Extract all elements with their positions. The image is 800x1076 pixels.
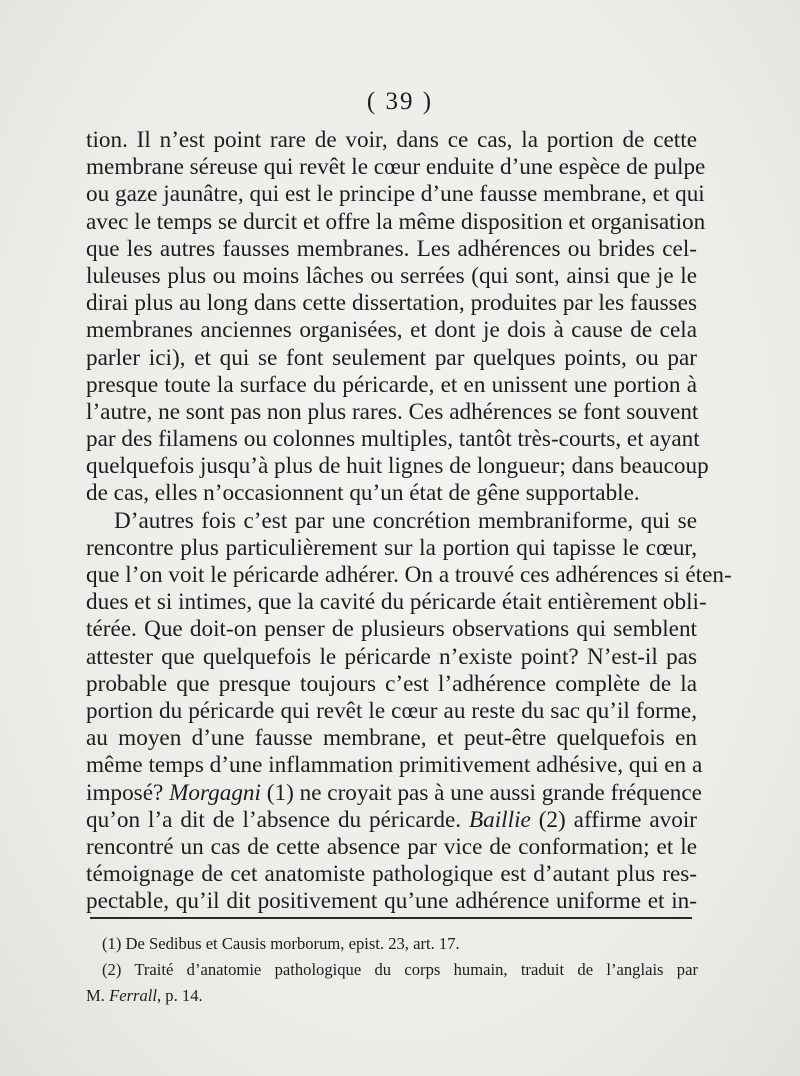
text-line: luleuses plus ou moins lâches ou serrées (qui sont, ainsi que je le: [86, 262, 697, 289]
text-line: rencontre plus particulièrement sur la portion qui tapisse le cœur,: [86, 534, 697, 561]
text-segment: (2) affirme avoir: [530, 806, 697, 833]
text-segment: (1) ne croyait pas à une aussi grande fréquence: [260, 779, 702, 806]
text-line: quelquefois jusqu’à plus de huit lignes de longueur; dans beaucoup: [86, 453, 709, 480]
text-line: que les autres fausses membranes. Les adhérences ou brides cel-: [86, 235, 697, 262]
text-line: [86, 779, 702, 807]
text-line: par des filamens ou colonnes multiples, tantôt très-courts, et ayant: [86, 426, 700, 453]
text-line: témoignage de cet anatomiste pathologique est d’autant plus res-: [86, 861, 697, 888]
text-line: attester que quelquefois le péricarde n’existe point? N’est-il pas: [86, 643, 697, 670]
text-line: [86, 807, 697, 834]
text-line: même temps d’une inflammation primitivement adhésive, qui en a: [86, 752, 703, 779]
text-line: dirai plus au long dans cette dissertation, produites par les fausses: [86, 290, 697, 317]
text-line: membrane séreuse qui revêt le cœur enduite d’une espèce de pulpe: [86, 154, 706, 181]
translator-name: Ferrall: [109, 986, 157, 1005]
text-line: l’autre, ne sont pas non plus rares. Ces adhérences se font souvent: [86, 398, 699, 425]
text-line: rencontré un cas de cette absence par vice de conformation; et le: [86, 833, 697, 860]
footnote-divider: [90, 917, 692, 919]
footnotes: [86, 931, 698, 1009]
text-line: portion du péricarde qui revêt le cœur au reste du sac qu’il forme,: [86, 697, 697, 724]
footnote-2-continuation: [86, 983, 698, 1009]
text-line: parler ici), et qui se font seulement par quelques points, ou par: [86, 344, 697, 371]
text-line: pectable, qu’il dit positivement qu’une adhérence uniforme et in-: [86, 888, 697, 915]
text-segment: imposé?: [86, 779, 170, 806]
text-line: dues et si intimes, que la cavité du péricarde était entièrement obli-: [86, 589, 707, 616]
text-segment: qu’on l’a dit de l’absence du péricarde.: [86, 806, 469, 833]
text-line: avec le temps se durcit et offre la même disposition et organisation: [86, 208, 706, 235]
author-name: Baillie: [468, 806, 531, 833]
text-line: que l’on voit le péricarde adhérer. On a trouvé ces adhérences si éten-: [86, 562, 732, 588]
text-line: au moyen d’une fausse membrane, et peut-être quelquefois en: [86, 725, 697, 752]
text-line: probable que presque toujours c’est l’adhérence complète de la: [86, 670, 697, 697]
text-line: presque toute la surface du péricarde, et en unissent une portion à: [86, 371, 697, 398]
footnote-2: (2) Traité d’anatomie pathologique du corps humain, traduit de l’anglais par: [102, 960, 698, 979]
page-number: ( 39 ): [366, 88, 434, 115]
text-line: membranes anciennes organisées, et dont je dois à cause de cela: [86, 317, 697, 344]
author-name: Morgagni: [169, 779, 261, 806]
text-line: de cas, elles n’occasionnent qu’un état de gêne supportable.: [86, 480, 640, 507]
text-segment: , p. 14.: [157, 986, 203, 1005]
text-line: térée. Que doit-on penser de plusieurs observations qui semblent: [86, 616, 697, 643]
text-segment: M.: [86, 986, 110, 1005]
footnote-1: (1) De Sedibus et Causis morborum, epist. 23, art. 17.: [102, 934, 460, 953]
text-line: D’autres fois c’est par une concrétion membraniforme, qui se: [114, 507, 697, 534]
text-line: tion. Il n’est point rare de voir, dans ce cas, la portion de cette: [86, 127, 697, 153]
text-line: ou gaze jaunâtre, qui est le principe d’une fausse membrane, et qui: [86, 181, 705, 208]
body-text: [86, 127, 732, 915]
